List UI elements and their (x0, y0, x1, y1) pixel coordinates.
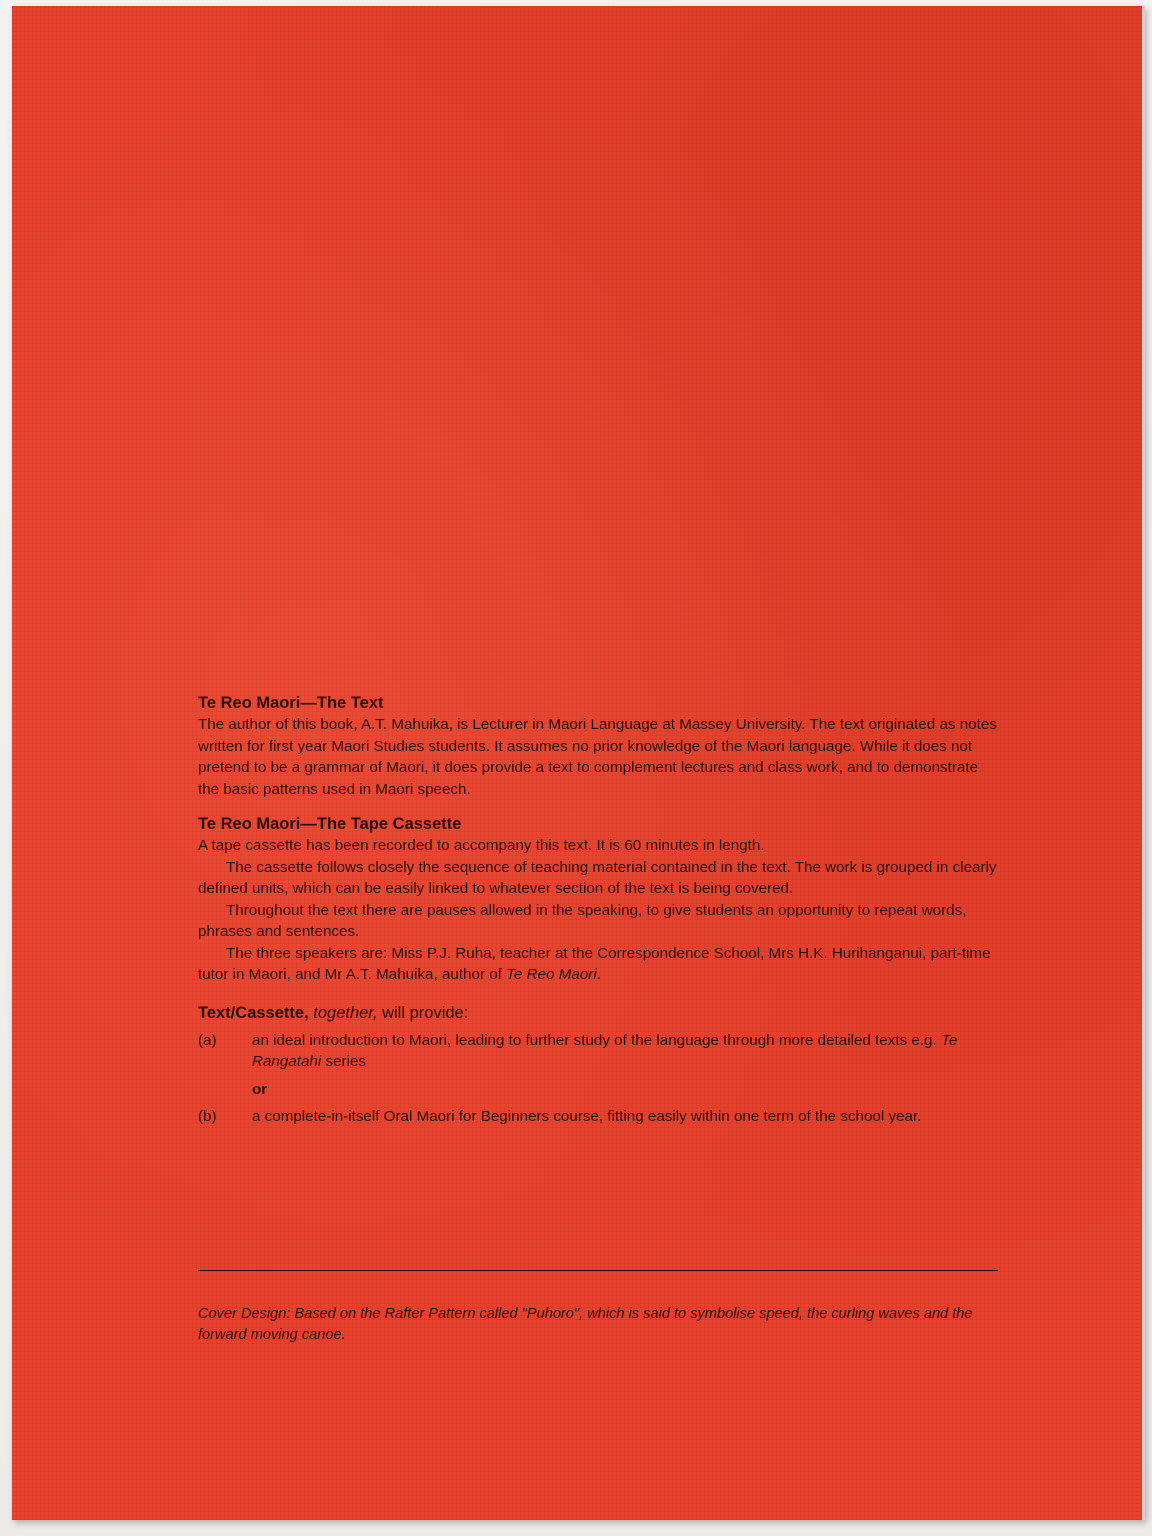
section-will-provide (198, 1002, 998, 1128)
paragraph-tape-3: Throughout the text there are pauses allowed in the speaking, to give students an opportunity to repeat words, phrases and sentences. (198, 901, 967, 940)
list-text-a-end: series (321, 1053, 366, 1070)
heading-italic-part: together, (313, 1003, 378, 1022)
or-separator: or (252, 1080, 268, 1098)
list-text-a (252, 1030, 998, 1073)
section-the-text (198, 692, 998, 800)
heading-tape-cassette: Te Reo Maori—The Tape Cassette (198, 815, 462, 833)
heading-bold-part: Text/Cassette, (198, 1003, 309, 1022)
heading-the-text: Te Reo Maori—The Text (198, 694, 384, 712)
paragraph-tape-4 (198, 943, 998, 986)
list-marker-a: (a) (198, 1031, 217, 1049)
heading-rest-part: will provide: (382, 1003, 469, 1022)
section-tape-cassette (198, 813, 998, 986)
list-text-b: a complete-in-itself Oral Maori for Beginners course, fitting easily within one term of the school year. (252, 1108, 922, 1125)
cover-design-credit: Cover Design: Based on the Rafter Pattern called "Puhoro", which is said to symbolise speed, the curling waves and the forward moving canoe. (198, 1306, 973, 1343)
series-title-italic: Te Rangatahi (252, 1031, 958, 1070)
heading-will-provide (198, 1002, 998, 1024)
list-text-a-main: an ideal introduction to Maori, leading to further study of the language through more detailed texts e.g. (252, 1031, 941, 1049)
paragraph-tape-1: A tape cassette has been recorded to accompany this text. It is 60 minutes in length. (198, 837, 765, 854)
list-item-b (198, 1106, 998, 1128)
horizontal-rule (198, 1270, 998, 1271)
list-marker-b: (b) (198, 1108, 217, 1125)
speakers-text: The three speakers are: Miss P.J. Ruha, teacher at the Correspondence School, Mrs H.K. Hurihanganui, part-time tutor in Maori, and Mr A.T. Mahuika, author of (198, 944, 991, 983)
list-item-a (198, 1030, 998, 1073)
paragraph-the-text: The author of this book, A.T. Mahuika, is Lecturer in Maori Language at Massey University. The text originated as notes written for first year Maori Studies students. It assumes no prior knowledge of the Maori language. While it does not pretend to be a grammar of Maori, it does provide a text to complement lectures and class work, and to demonstrate the basic patterns used in Maori speech. (198, 716, 997, 798)
book-title-italic: Te Reo Maori (506, 966, 597, 983)
blurb-text-block (198, 692, 998, 1128)
paragraph-tape-2: The cassette follows closely the sequence of teaching material contained in the text. The work is grouped in clearly defined units, which can be easily linked to whatever section of the text is being covered. (198, 858, 997, 897)
speakers-text-end: . (596, 966, 601, 983)
